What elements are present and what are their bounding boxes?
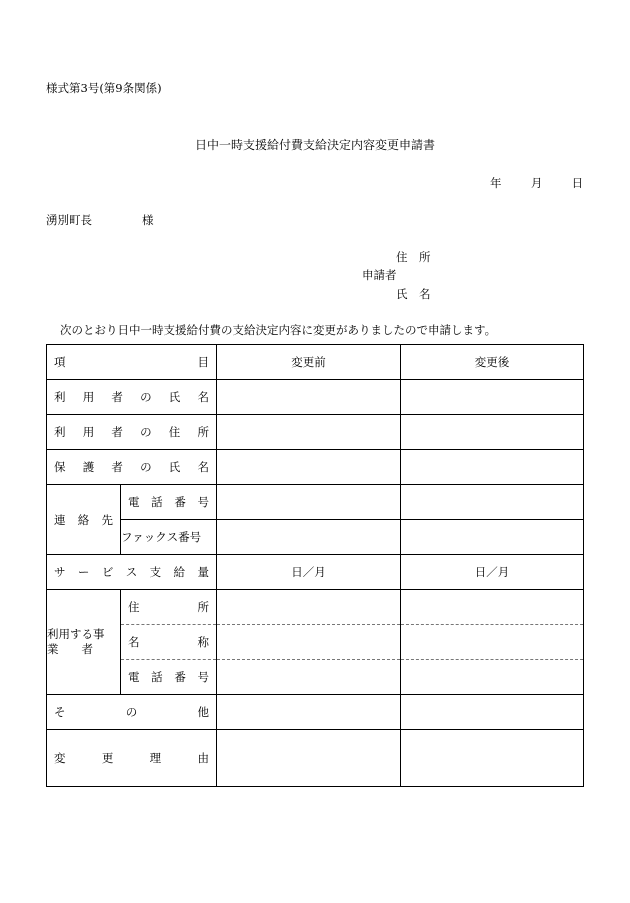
provider-name-label: 名 称 [121, 625, 217, 660]
user-address-label: 利 用 者 の 住 所 [47, 415, 217, 450]
contact-fax-before-field[interactable] [217, 520, 401, 555]
date-day-label: 日 [571, 176, 584, 190]
table-header-row [47, 345, 584, 380]
header-before: 変更前 [217, 345, 401, 380]
applicant-name-label: 氏 名 [396, 287, 431, 301]
other-label: そ の 他 [47, 695, 217, 730]
row-contact-fax [47, 520, 584, 555]
reason-before-field[interactable] [217, 730, 401, 787]
applicant-label: 申請者 [362, 268, 397, 282]
service-amount-after-field[interactable]: 日／月 [401, 555, 584, 590]
provider-phone-before-field[interactable] [217, 660, 401, 695]
reason-label: 変 更 理 由 [47, 730, 217, 787]
header-after: 変更後 [401, 345, 584, 380]
provider-address-label: 住 所 [121, 590, 217, 625]
user-address-after-field[interactable] [401, 415, 584, 450]
contact-label: 連 絡 先 [47, 485, 121, 555]
addressee [46, 212, 154, 228]
provider-address-before-field[interactable] [217, 590, 401, 625]
contact-fax-label: ファックス番号 [121, 520, 217, 555]
row-provider-address [47, 590, 584, 625]
provider-name-after-field[interactable] [401, 625, 584, 660]
date-year-label: 年 [490, 176, 502, 190]
row-guardian-name [47, 450, 584, 485]
row-user-address [47, 415, 584, 450]
addressee-name: 湧別町長 [46, 213, 92, 227]
row-service-amount [47, 555, 584, 590]
provider-label: 利用する事 業 者 [47, 590, 121, 695]
row-other [47, 695, 584, 730]
contact-phone-label: 電 話 番 号 [121, 485, 217, 520]
row-user-name [47, 380, 584, 415]
row-provider-phone [47, 660, 584, 695]
provider-address-after-field[interactable] [401, 590, 584, 625]
guardian-name-after-field[interactable] [401, 450, 584, 485]
row-reason [47, 730, 584, 787]
date-line [490, 175, 583, 191]
contact-fax-after-field[interactable] [401, 520, 584, 555]
change-table [46, 344, 584, 787]
service-amount-before-field[interactable]: 日／月 [217, 555, 401, 590]
provider-phone-after-field[interactable] [401, 660, 584, 695]
addressee-honorific: 様 [142, 213, 154, 227]
provider-phone-label: 電 話 番 号 [121, 660, 217, 695]
user-address-before-field[interactable] [217, 415, 401, 450]
form-number: 様式第3号(第9条関係) [46, 81, 162, 95]
other-after-field[interactable] [401, 695, 584, 730]
reason-after-field[interactable] [401, 730, 584, 787]
provider-name-before-field[interactable] [217, 625, 401, 660]
contact-phone-before-field[interactable] [217, 485, 401, 520]
row-contact-phone [47, 485, 584, 520]
contact-phone-after-field[interactable] [401, 485, 584, 520]
document-title: 日中一時支援給付費支給決定内容変更申請書 [194, 138, 435, 152]
other-before-field[interactable] [217, 695, 401, 730]
user-name-after-field[interactable] [401, 380, 584, 415]
date-month-label: 月 [530, 176, 543, 190]
user-name-label: 利 用 者 の 氏 名 [47, 380, 217, 415]
row-provider-name [47, 625, 584, 660]
user-name-before-field[interactable] [217, 380, 401, 415]
guardian-name-label: 保 護 者 の 氏 名 [47, 450, 217, 485]
applicant-address-label: 住 所 [396, 250, 431, 264]
service-amount-label: サ ー ビ ス 支 給 量 [47, 555, 217, 590]
header-item-cell: 項 目 [47, 345, 217, 380]
intro-text: 次のとおり日中一時支援給付費の支給決定内容に変更がありましたので申請します。 [60, 323, 497, 337]
guardian-name-before-field[interactable] [217, 450, 401, 485]
